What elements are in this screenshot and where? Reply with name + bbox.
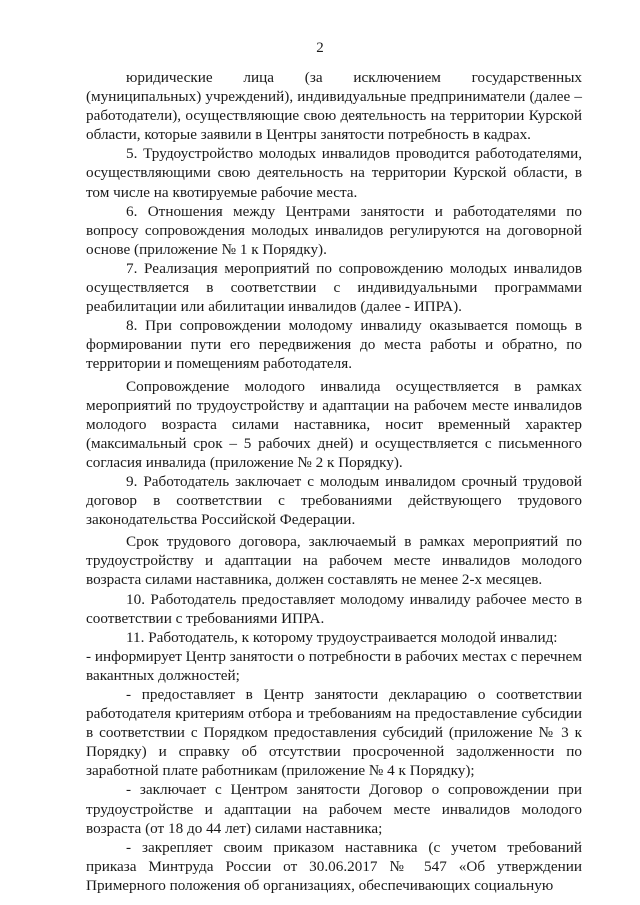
paragraph-item-9: 9. Работодатель заключает с молодым инвалидом срочный трудовой договор в соответствии с требованиями действующего трудового законодательства Российской Федерации. [86,472,582,529]
paragraph-item-7: 7. Реализация мероприятий по сопровождению молодых инвалидов осуществляется в соответствии с индивидуальными программами реабилитации или абилитации инвалидов (далее - ИПРА). [86,259,582,316]
list-item-informs: - информирует Центр занятости о потребности в рабочих местах с перечнем вакантных должностей; [86,647,582,684]
paragraph-contract-term: Срок трудового договора, заключаемый в рамках мероприятий по трудоустройству и адаптации на рабочем месте инвалидов молодого возраста силами наставника, должен составлять не менее 2-х месяцев. [86,533,582,589]
paragraph-continuation: юридические лица (за исключением государственных (муниципальных) учреждений), индивидуальные предприниматели (далее – работодатели), осуществляющие свою деятельность на территории Курской области, которые заявили в Центры занятости потребность в кадрах. [86,69,582,144]
document-body [86,68,582,895]
page-number: 2 [316,40,324,56]
paragraph-item-6: 6. Отношения между Центрами занятости и работодателями по вопросу сопровождения молодых инвалидов регулируются на договорной основе (приложение № 1 к Порядку). [86,202,582,258]
paragraph-item-8: 8. При сопровождении молодому инвалиду оказывается помощь в формировании пути его передвижения до места работы и обратно, по территории и помещениям работодателя. [86,317,582,373]
list-item-assigns: - закрепляет своим приказом наставника (с учетом требований приказа Минтруда России от 30.06.2017 № 547 «Об утверждении Примерного положения об организациях, обеспечивающих социальную [86,838,582,894]
paragraph-item-5: 5. Трудоустройство молодых инвалидов проводится работодателями, осуществляющими свою деятельность на территории Курской области, в том числе на квотируемые рабочие места. [86,145,582,201]
paragraph-item-11: 11. Работодатель, к которому трудоустраивается молодой инвалид: [126,628,558,646]
list-item-concludes: - заключает с Центром занятости Договор о сопровождении при трудоустройстве и адаптации на рабочем месте инвалидов молодого возраста (от 18 до 44 лет) силами наставника; [86,781,582,837]
list-item-provides: - предоставляет в Центр занятости декларацию о соответствии работодателя критериям отбора и требованиям на предоставление субсидии в соответствии с Порядком предоставления субсидий (приложение № 3 к Порядку) и справку об отсутствии просроченной задолженности по заработной плате работникам (приложение № 4 к Порядку); [86,686,582,780]
paragraph-escort: Сопровождение молодого инвалида осуществляется в рамках мероприятий по трудоустройству и адаптации на рабочем месте инвалидов молодого возраста силами наставника, носит временный характер (максимальный срок – 5 рабочих дней) и осуществляется с письменного согласия инвалида (приложение № 2 к Порядку). [86,377,582,471]
paragraph-item-10: 10. Работодатель предоставляет молодому инвалиду рабочее место в соответствии с требованиями ИПРА. [86,590,582,627]
